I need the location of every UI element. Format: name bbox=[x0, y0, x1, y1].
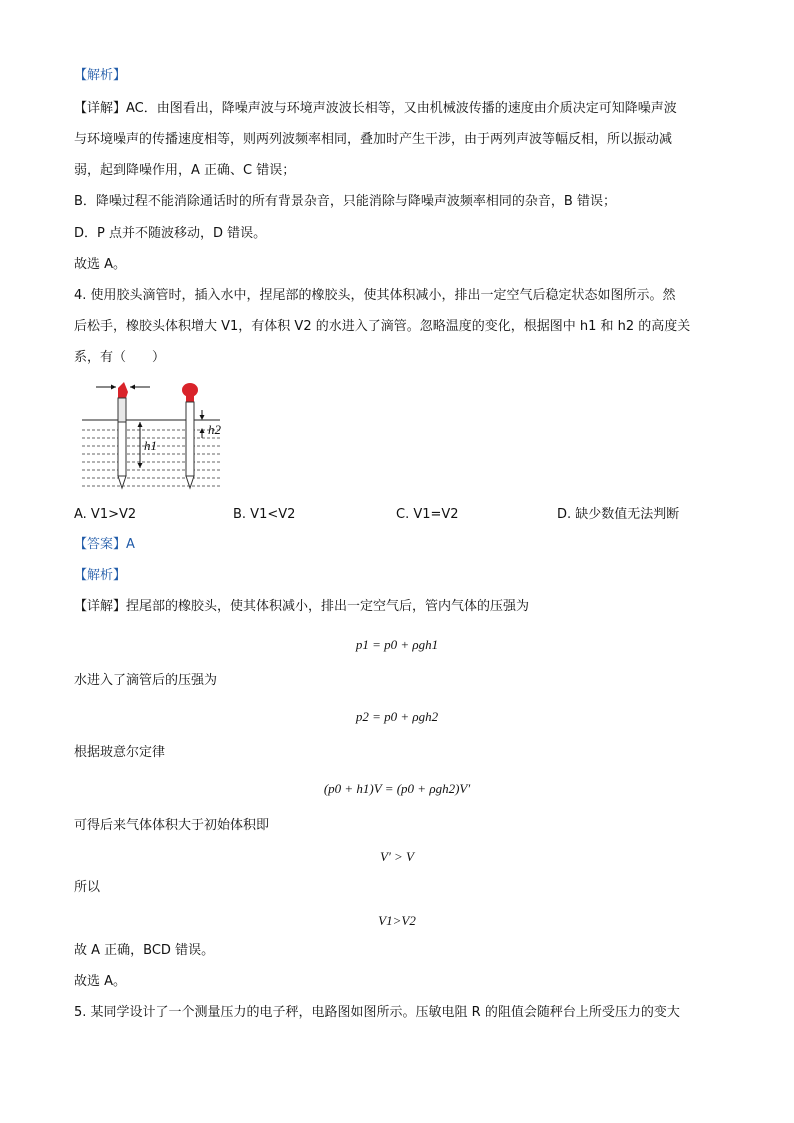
detail-intro: 【详解】捏尾部的橡胶头，使其体积减小，排出一定空气后，管内气体的压强为 bbox=[74, 599, 530, 614]
dropper-figure bbox=[78, 378, 228, 496]
equation-5: V1>V2 bbox=[378, 913, 416, 928]
result-line: 故 A 正确，BCD 错误。 bbox=[74, 943, 215, 958]
option-c: C. V1=V2 bbox=[396, 507, 459, 522]
detail-line-3: 弱，起到降噪作用，A 正确、C 错误； bbox=[74, 163, 296, 178]
equation-3: (p0 + h1)V = (p0 + ρgh2)V′ bbox=[323, 781, 471, 796]
q4-line-1: 4. 使用胶头滴管时，插入水中，捏尾部的橡胶头，使其体积减小，排出一定空气后稳定状态如图所示。然 bbox=[74, 288, 676, 303]
equation-2: p2 = p0 + ρgh2 bbox=[355, 709, 439, 724]
option-d: D. 缺少数值无法判断 bbox=[557, 507, 680, 522]
h2-label: h2 bbox=[208, 422, 221, 437]
so-line: 所以 bbox=[74, 880, 101, 895]
option-b: B. V1<V2 bbox=[233, 507, 296, 522]
boyle-line: 根据玻意尔定律 bbox=[74, 745, 166, 760]
choose-line-2: 故选 A。 bbox=[74, 974, 127, 989]
conclusion-intro: 可得后来气体体积大于初始体积即 bbox=[74, 818, 270, 833]
q5-line-1: 5. 某同学设计了一个测量压力的电子秤，电路图如图所示。压敏电阻 R 的阻值会随秤台上所受压力的变大 bbox=[74, 1005, 680, 1020]
detail-line-d: D．P 点并不随波移动，D 错误。 bbox=[74, 226, 267, 241]
squeezed-bulb bbox=[118, 382, 128, 398]
detail-line-1: 【详解】AC．由图看出，降噪声波与环境声波波长相等，又由机械波传播的速度由介质决定可知降噪声波 bbox=[74, 101, 677, 116]
choose-line: 故选 A。 bbox=[74, 257, 127, 272]
equation-1: p1 = p0 + ρgh1 bbox=[355, 637, 439, 652]
equation-4: V′ > V bbox=[380, 849, 414, 864]
analysis-label-2: 【解析】 bbox=[74, 568, 127, 583]
h1-label: h1 bbox=[144, 438, 157, 453]
after-water-line: 水进入了滴管后的压强为 bbox=[74, 673, 218, 688]
detail-line-2: 与环境噪声的传播速度相等，则两列波频率相同，叠加时产生干涉，由于两列声波等幅反相，所以振动减 bbox=[74, 132, 673, 147]
option-a: A. V1>V2 bbox=[74, 507, 137, 522]
answer-line: 【答案】A bbox=[74, 537, 135, 552]
q4-line-2: 后松手，橡胶头体积增大 V1，有体积 V2 的水进入了滴管。忽略温度的变化，根据图中 h1 和 h2 的高度关 bbox=[74, 319, 691, 334]
q4-line-3: 系，有（ ） bbox=[74, 350, 166, 365]
detail-line-b: B．降噪过程不能消除通话时的所有背景杂音，只能消除与降噪声波频率相同的杂音，B 错误； bbox=[74, 194, 616, 209]
analysis-label: 【解析】 bbox=[74, 68, 127, 83]
